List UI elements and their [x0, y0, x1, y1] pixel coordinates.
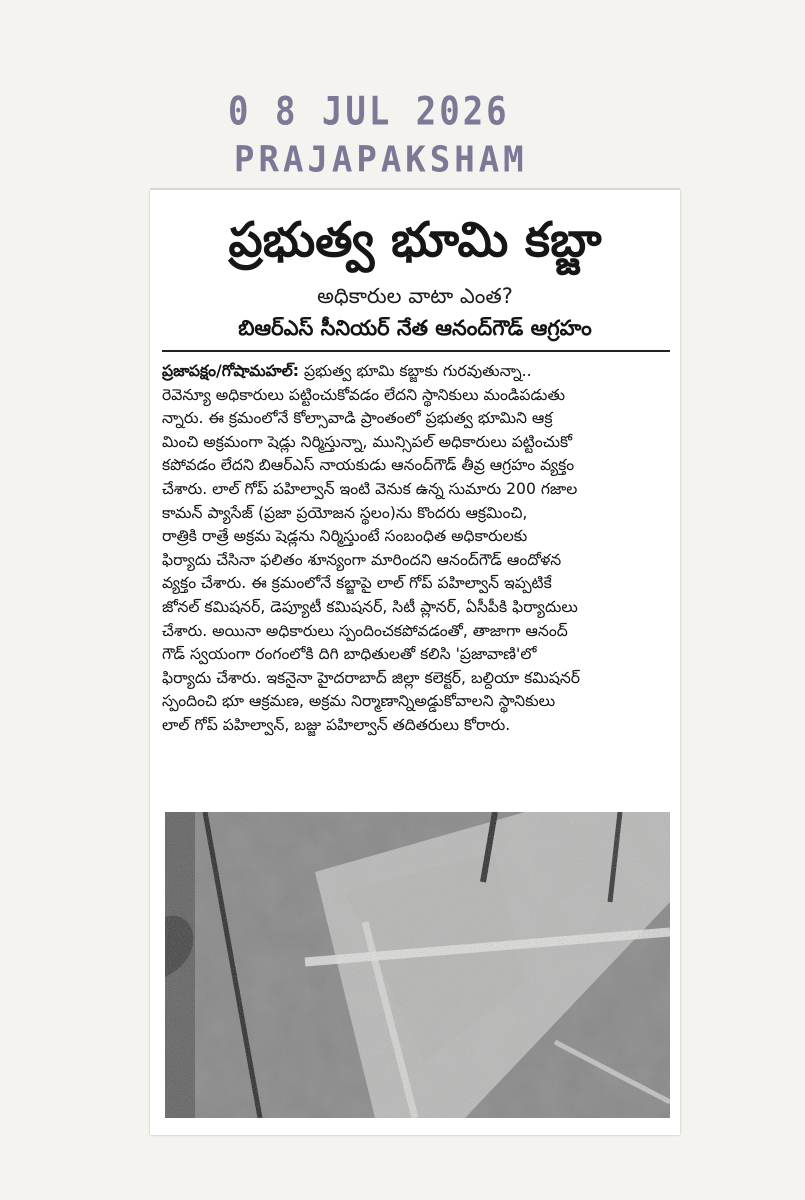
- clipping-edge: [150, 188, 680, 190]
- headline-rule: [162, 350, 670, 352]
- article-line: కపోవడం లేదని బిఆర్ఎస్ నాయకుడు ఆనంద్‌గౌడ్ తీవ్ర ఆగ్రహం వ్యక్తం: [162, 456, 575, 475]
- article-line: న్నారు. ఈ క్రమంలోనే కోల్సావాడి ప్రాంతంలో ప్రభుత్వ భూమిని ఆక్ర: [162, 409, 553, 428]
- article-photo: [165, 812, 670, 1118]
- article-line: మించి అక్రమంగా షెడ్లు నిర్మిస్తున్నా, మున్సిపల్ అధికారులు పట్టించుకో: [162, 432, 573, 451]
- article-line: కామన్ ప్యాసేజ్ (ప్రజా ప్రయోజన స్థలం)ను కొందరు ఆక్రమించి,: [162, 503, 528, 522]
- article-line: రాత్రికి రాత్రే అక్రమ షెడ్లను నిర్మిస్తుంటే సంబంధిత అధికారులకు: [162, 527, 528, 546]
- article-line: చేశారు. అయినా అధికారులు స్పందించకపోవడంతో, తాజాగా ఆనంద్: [162, 621, 568, 640]
- article-line: లాల్ గోప్ పహిల్వాన్, బజ్జు పహిల్వాన్ తదితరులు కోరారు.: [162, 715, 511, 734]
- article-line: రెవెన్యూ అధికారులు పట్టించుకోవడం లేదని స్థానికులు మండిపడుతు: [162, 385, 565, 404]
- article-line: వ్యక్తం చేశారు. ఈ క్రమంలోనే కబ్జాపై లాల్ గోప్ పహిల్వాన్ ఇప్పటికే: [162, 574, 552, 593]
- article-line: జోనల్ కమిషనర్, డెప్యూటీ కమిషనర్, సిటీ ప్లానర్, ఏసీపీకి ఫిర్యాదులు: [162, 597, 578, 616]
- kicker: బిఆర్ఎస్ సీనియర్ నేత ఆనంద్‌గౌడ్ ఆగ్రహం: [238, 316, 592, 340]
- article-line: ప్రజాపక్షం/గోషామహల్: ప్రభుత్వ భూమి కబ్జాకు గురవుతున్నా..: [162, 362, 532, 380]
- construction-site-photo: [165, 812, 670, 1118]
- article-line: ఫిర్యాదు చేసినా ఫలితం శూన్యంగా మారిందని ఆనంద్‌గౌడ్ ఆందోళన: [162, 550, 562, 569]
- article-line: ఫిర్యాదు చేశారు. ఇకనైనా హైదరాబాద్ జిల్లా కలెక్టర్, బల్దియా కమిషనర్: [162, 668, 581, 687]
- article-line: స్పందించి భూ ఆక్రమణ, అక్రమ నిర్మాణాన్నిఅడ్డుకోవాలని స్థానికులు: [162, 692, 556, 711]
- subheadline: అధికారుల వాటా ఎంత?: [317, 284, 513, 308]
- headline: ప్రభుత్వ భూమి కబ్జా: [228, 212, 602, 268]
- article-line: గౌడ్ స్వయంగా రంగంలోకి దిగి బాధితులతో కలిసి 'ప్రజావాణి'లో: [162, 645, 537, 664]
- article-body: [162, 360, 670, 800]
- publication-stamp: PRAJAPAKSHAM: [234, 139, 528, 181]
- date-stamp: 0 8 JUL 2026: [228, 89, 510, 135]
- article-line: చేశారు. లాల్ గోప్ పహిల్వాన్ ఇంటి వెనుక ఉన్న సుమారు 200 గజాల: [162, 479, 578, 498]
- dateline: ప్రజాపక్షం/గోషామహల్:: [162, 362, 300, 380]
